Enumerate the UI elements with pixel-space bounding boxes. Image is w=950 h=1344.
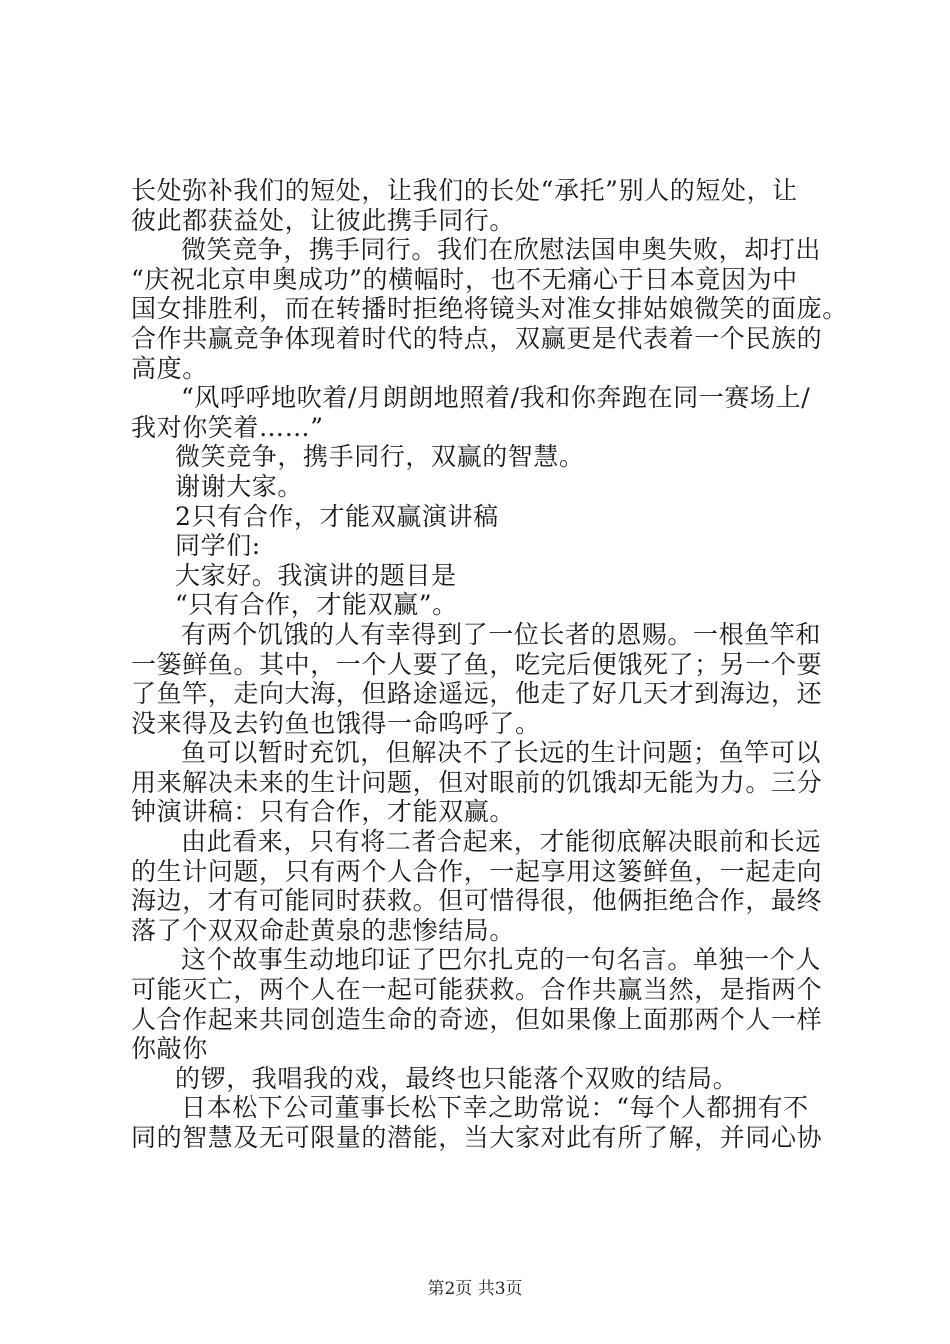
text-line: 了鱼竿，走向大海，但路途遥远，他走了好几天才到海边，还 (131, 679, 823, 709)
text-line: 你敲你 (131, 1034, 208, 1064)
salutation-line: 同学们: (175, 531, 261, 561)
text-line: 长处弥补我们的短处，让我们的长处“承托”别人的短处，让 (131, 176, 798, 205)
text-line: 没来得及去钓鱼也饿得一命呜呼了。 (131, 708, 541, 738)
text-line: “只有合作，才能双赢”。 (175, 590, 458, 620)
text-line: 高度。 (131, 353, 208, 383)
paragraph-start-line: 微笑竞争，携手同行。我们在欣慰法国申奥失败，却打出 (181, 235, 822, 265)
page-number-footer: 第2页 共3页 (427, 1279, 523, 1299)
paragraph-start-line: 大家好。我演讲的题目是 (175, 560, 457, 590)
text-line: 用来解决未来的生计问题，但对眼前的饥饿却无能为力。三分 (131, 767, 823, 797)
text-line: 我对你笑着……” (131, 412, 324, 442)
paragraph-start-line: “风呼呼地吹着/月朗朗地照着/我和你奔跑在同一赛场上/ (181, 383, 811, 413)
text-line: 合作共赢竞争体现着时代的特点，双赢更是代表着一个民族的 (131, 323, 823, 353)
paragraph-start-line: 由此看来，只有将二者合起来，才能彻底解决眼前和长远 (181, 827, 822, 857)
paragraph-start-line: 谢谢大家。 (175, 471, 304, 501)
text-line: 的锣，我唱我的戏，最终也只能落个双败的结局。 (175, 1063, 739, 1093)
text-line: 同的智慧及无可限量的潜能，当大家对此有所了解，并同心协 (131, 1123, 823, 1152)
paragraph-start-line: 日本松下公司董事长松下幸之助常说：“每个人都拥有不 (181, 1093, 809, 1123)
text-line: 的生计问题，只有两个人合作，一起享用这篓鲜鱼，一起走向 (131, 856, 823, 886)
text-line: “庆祝北京申奥成功”的横幅时，也不无痛心于日本竟因为中 (131, 264, 798, 294)
text-line: 可能灭亡，两个人在一起可能获救。合作共赢当然，是指两个 (131, 975, 823, 1005)
paragraph-start-line: 鱼可以暂时充饥，但解决不了长远的生计问题；鱼竿可以 (181, 738, 822, 768)
paragraph-start-line: 这个故事生动地印证了巴尔扎克的一句名言。单独一个人 (181, 945, 822, 975)
text-line: 落了个双双命赴黄泉的悲惨结局。 (131, 915, 516, 945)
paragraph-start-line: 微笑竞争，携手同行，双赢的智慧。 (175, 442, 585, 472)
text-line: 国女排胜利，而在转播时拒绝将镜头对准女排姑娘微笑的面庞。 (131, 294, 848, 324)
document-body (131, 176, 848, 1153)
text-line: 彼此都获益处，让彼此携手同行。 (131, 205, 516, 235)
text-line: 海边，才有可能同时获救。但可惜得很，他俩拒绝合作，最终 (131, 886, 823, 916)
text-line: 人合作起来共同创造生命的奇迹，但如果像上面那两个人一样 (131, 1004, 823, 1034)
paragraph-start-line: 有两个饥饿的人有幸得到了一位长者的恩赐。一根鱼竿和 (181, 619, 822, 649)
section-title-line: 2只有合作，才能双赢演讲稿 (175, 501, 499, 531)
text-line: 钟演讲稿：只有合作，才能双赢。 (131, 797, 516, 827)
text-line: 一篓鲜鱼。其中，一个人要了鱼，吃完后便饿死了；另一个要 (131, 649, 823, 679)
